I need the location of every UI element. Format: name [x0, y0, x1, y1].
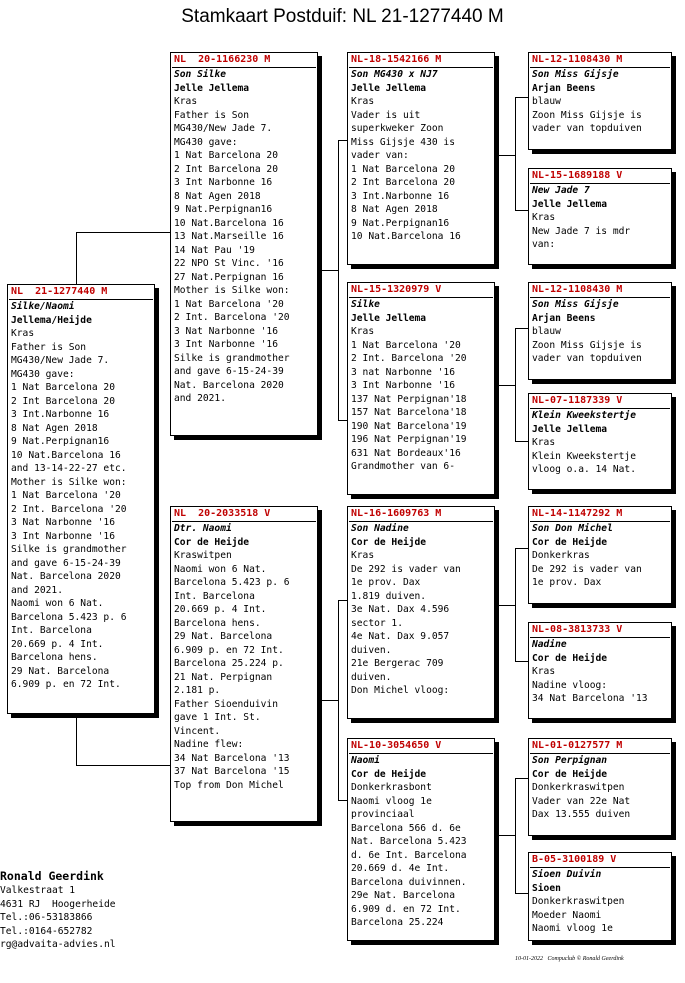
credit-text: Compuclub © Ronald Geerdink: [547, 956, 624, 962]
connector: [492, 385, 516, 386]
note-line: 34 Nat Barcelona '13: [532, 693, 648, 704]
note-line: 1 Nat Barcelona 20: [11, 382, 115, 393]
note-line: 29e Nat. Barcelona: [351, 890, 455, 901]
note-line: 10 Nat.Barcelona 16: [174, 217, 284, 229]
pigeon-name: Son MG430 x NJ7: [351, 69, 438, 80]
breeder-name: Sioen: [532, 882, 561, 894]
note-line: 3 Nat Narbonne '16: [174, 325, 278, 337]
connector: [76, 232, 77, 285]
note-line: 3 Int Narbonne '16: [174, 339, 278, 350]
connector: [76, 232, 171, 233]
note-line: Silke is grandmother: [11, 544, 127, 555]
breeder-name: Jelle Jellema: [532, 423, 608, 435]
note-line: Nadine flew:: [174, 739, 244, 750]
print-date: 10-01-2022: [515, 956, 543, 962]
breeder-name: Jelle Jellema: [174, 82, 250, 94]
breeder-name: Jelle Jellema: [532, 198, 608, 210]
note-line: Mother is Silke won:: [174, 285, 290, 296]
breeder-name: Arjan Beens: [532, 82, 596, 94]
ring-number: NL-12-1108430 M: [532, 284, 623, 295]
note-line: blauw: [532, 326, 561, 337]
note-line: Naomi vloog 1e: [351, 795, 432, 807]
note-line: 1 Nat Barcelona 20: [174, 150, 278, 161]
note-line: MG430/New Jade 7.: [11, 355, 110, 366]
note-line: Zoon Miss Gijsje is: [532, 339, 642, 351]
note-line: vader van:: [351, 150, 409, 161]
pigeon-name: Dtr. Naomi: [174, 523, 232, 534]
note-line: 37 Nat Barcelona '15: [174, 766, 290, 777]
note-line: d. 6e Int. Barcelona: [351, 849, 467, 861]
note-line: and gave 6-15-24-39: [11, 557, 121, 569]
ring-number: NL-14-1147292 M: [532, 508, 623, 519]
note-line: Miss Gijsje 430 is: [351, 136, 455, 148]
connector: [515, 893, 529, 894]
note-line: 21e Bergerac 709: [351, 658, 444, 669]
note-line: and 2021.: [174, 393, 226, 404]
note-line: 631 Nat Bordeaux'16: [351, 447, 461, 459]
note-line: 2 Int. Barcelona '20: [351, 353, 467, 364]
note-line: 2 Int. Barcelona '20: [174, 312, 290, 323]
note-line: Klein Kweekstertje: [532, 450, 636, 462]
pigeon-card-maternal-grandfather[interactable]: [347, 506, 495, 719]
note-line: 29 Nat. Barcelona: [11, 665, 110, 677]
pigeon-notes: [529, 211, 671, 252]
pigeon-card-mfm[interactable]: [528, 622, 672, 719]
breeder-name: Cor de Heijde: [532, 652, 608, 664]
note-line: 157 Nat Barcelona'18: [351, 407, 467, 418]
ring-number: NL-07-1187339 V: [532, 395, 623, 406]
connector: [492, 605, 516, 606]
pigeon-notes: [529, 549, 671, 590]
ring-number: NL-12-1108430 M: [532, 54, 623, 65]
note-line: Dax 13.555 duiven: [532, 809, 631, 820]
ring-number: NL-16-1609763 M: [351, 508, 442, 519]
pigeon-notes: [529, 436, 671, 477]
breeder-name: Cor de Heijde: [532, 768, 608, 780]
note-line: Vader van 22e Nat: [532, 795, 631, 807]
pigeon-card-fff[interactable]: [528, 52, 672, 150]
note-line: Top from Don Michel: [174, 779, 284, 791]
owner-name: Ronald Geerdink: [0, 869, 104, 883]
pigeon-notes: [529, 665, 671, 706]
note-line: Kras: [11, 328, 35, 339]
note-line: Mother is Silke won:: [11, 476, 127, 488]
owner-city: 4631 RJ Hoogerheide: [0, 898, 116, 910]
note-line: 3e Nat. Dax 4.596: [351, 604, 450, 615]
pigeon-notes: [529, 325, 671, 366]
note-line: Int. Barcelona: [174, 590, 255, 602]
pigeon-name: Silke/Naomi: [11, 301, 75, 312]
note-line: Barcelona 5.423 p. 6: [174, 577, 290, 588]
note-line: Father is Son: [11, 341, 87, 353]
note-line: Donkerkraswitpen: [532, 782, 625, 793]
owner-phone: Tel.:0164-652782: [0, 925, 93, 937]
pigeon-card-mff[interactable]: [528, 506, 672, 604]
note-line: 9 Nat.Perpignan16: [174, 204, 273, 215]
note-line: Donkerkrasbont: [351, 782, 432, 793]
pigeon-card-fmm[interactable]: [528, 393, 672, 490]
note-line: vloog o.a. 14 Nat.: [532, 464, 636, 475]
note-line: 4e Nat. Dax 9.057: [351, 631, 450, 642]
connector: [492, 155, 516, 156]
note-line: 34 Nat Barcelona '13: [174, 752, 290, 764]
pigeon-name: Son Nadine: [351, 523, 409, 534]
breeder-name: Cor de Heijde: [351, 768, 427, 780]
note-line: blauw: [532, 96, 561, 107]
note-line: MG430 gave:: [174, 136, 238, 148]
note-line: 9 Nat.Perpignan16: [11, 436, 110, 447]
note-line: 2 Int Barcelona 20: [351, 177, 455, 188]
pigeon-notes: [529, 781, 671, 822]
note-line: 2 Int Barcelona 20: [174, 163, 278, 175]
pigeon-notes: [348, 95, 494, 244]
pigeon-name: Silke: [351, 299, 380, 310]
note-line: Don Michel vloog:: [351, 685, 450, 696]
note-line: Kras: [351, 550, 375, 561]
note-line: 9 Nat.Perpignan16: [351, 217, 450, 229]
connector: [492, 835, 516, 836]
pigeon-notes: [171, 549, 317, 792]
ring-number: NL-01-0127577 M: [532, 740, 623, 751]
note-line: Kras: [174, 96, 198, 107]
connector: [515, 97, 516, 210]
ring-number: NL-15-1689188 V: [532, 170, 623, 181]
note-line: Kras: [532, 212, 556, 223]
note-line: 13 Nat.Marseille 16: [174, 231, 284, 242]
breeder-name: Cor de Heijde: [351, 536, 427, 548]
note-line: Moeder Naomi: [532, 909, 602, 921]
note-line: Donkerkraswitpen: [532, 896, 625, 907]
note-line: 3 Int Narbonne '16: [351, 380, 455, 391]
note-line: vader van topduiven: [532, 353, 642, 364]
breeder-name: Cor de Heijde: [532, 536, 608, 548]
pigeon-card-ffm[interactable]: [528, 168, 672, 265]
connector: [76, 765, 171, 766]
note-line: Kras: [532, 437, 556, 448]
pigeon-notes: [348, 549, 494, 698]
note-line: Barcelona 5.423 p. 6: [11, 611, 127, 623]
pigeon-name: New Jade 7: [532, 185, 590, 196]
note-line: Int. Barcelona: [11, 625, 92, 636]
note-line: superkweker Zoon: [351, 123, 444, 134]
note-line: Naomi won 6 Nat.: [174, 563, 267, 575]
pigeon-name: Son Miss Gijsje: [532, 69, 619, 80]
note-line: 3 nat Narbonne '16: [351, 366, 455, 378]
note-line: 2.181 p.: [174, 685, 221, 696]
note-line: 1e prov. Dax: [351, 577, 421, 588]
pigeon-name: Nadine: [532, 639, 567, 650]
note-line: Kras: [351, 96, 375, 107]
note-line: 6.909 p. en 72 Int.: [11, 679, 121, 690]
note-line: Barcelona 25.224 p.: [174, 658, 284, 669]
pigeon-notes: [348, 325, 494, 474]
note-line: 27 Nat.Perpignan 16: [174, 271, 284, 283]
connector: [515, 661, 529, 662]
note-line: 3 Int.Narbonne 16: [351, 190, 450, 202]
note-line: New Jade 7 is mdr: [532, 225, 631, 237]
note-line: Kraswitpen: [174, 550, 232, 561]
note-line: 196 Nat Perpignan'19: [351, 434, 467, 445]
note-line: 137 Nat Perpignan'18: [351, 393, 467, 405]
breeder-name: Arjan Beens: [532, 312, 596, 324]
note-line: Barcelona hens.: [174, 617, 261, 629]
note-line: vader van topduiven: [532, 123, 642, 134]
note-line: duiven.: [351, 671, 392, 683]
note-line: gave 1 Int. St.: [174, 712, 261, 723]
connector: [515, 97, 529, 98]
pigeon-name: Son Silke: [174, 69, 226, 80]
note-line: 1 Nat Barcelona '20: [11, 490, 121, 501]
pigeon-card-maternal-grandmother[interactable]: [347, 738, 495, 941]
note-line: 1 Nat Barcelona '20: [351, 339, 461, 351]
pigeon-card-mmf[interactable]: [528, 738, 672, 836]
owner-phone-mobile: Tel.:06-53183866: [0, 912, 93, 923]
connector: [515, 441, 529, 442]
note-line: 10 Nat.Barcelona 16: [11, 449, 121, 461]
connector: [515, 548, 529, 549]
pigeon-notes: [529, 95, 671, 136]
note-line: 20.669 p. 4 Int.: [174, 604, 267, 615]
note-line: 2 Int. Barcelona '20: [11, 503, 127, 515]
note-line: Vader is uit: [351, 109, 421, 121]
note-line: Barcelona hens.: [11, 652, 98, 663]
pigeon-name: Klein Kweekstertje: [532, 410, 636, 421]
connector: [76, 712, 77, 765]
breeder-name: Jelle Jellema: [351, 312, 427, 324]
note-line: Nadine vloog:: [532, 679, 608, 691]
pigeon-card-paternal-grandmother[interactable]: [347, 282, 495, 495]
connector: [316, 700, 339, 701]
ring-number: NL 21-1277440 M: [11, 286, 108, 297]
note-line: 8 Nat Agen 2018: [174, 190, 261, 202]
note-line: 3 Int.Narbonne 16: [11, 409, 110, 420]
note-line: MG430 gave:: [11, 368, 75, 380]
pigeon-name: Son Perpignan: [532, 755, 608, 766]
pigeon-name: Naomi: [351, 755, 380, 766]
note-line: 1e prov. Dax: [532, 577, 602, 588]
breeder-name: Jellema/Heijde: [11, 314, 92, 326]
pigeon-card-fmf[interactable]: [528, 282, 672, 380]
connector: [515, 778, 529, 779]
pigeon-notes: [171, 95, 317, 406]
pigeon-card-paternal-grandfather[interactable]: [347, 52, 495, 265]
note-line: 3 Int Narbonne 16: [174, 177, 273, 188]
note-line: 6.909 p. en 72 Int.: [174, 644, 284, 656]
note-line: van:: [532, 239, 556, 250]
note-line: Vincent.: [174, 725, 221, 737]
note-line: Father Sioenduivin: [174, 698, 278, 710]
footer: [515, 956, 624, 962]
note-line: 190 Nat Barcelona'19: [351, 420, 467, 432]
pigeon-card-mmm[interactable]: [528, 852, 672, 941]
note-line: 8 Nat Agen 2018: [351, 204, 438, 215]
note-line: and 13-14-22-27 etc.: [11, 463, 127, 474]
ring-number: NL-15-1320979 V: [351, 284, 442, 295]
note-line: and 2021.: [11, 584, 63, 596]
pigeon-card-mother[interactable]: [170, 506, 318, 822]
note-line: Kras: [532, 666, 556, 677]
pigeon-name: Son Don Michel: [532, 523, 613, 534]
ring-number: NL-08-3813733 V: [532, 624, 623, 635]
note-line: Silke is grandmother: [174, 352, 290, 364]
pigeon-notes: [348, 781, 494, 930]
owner-address: Valkestraat 1: [0, 885, 76, 896]
breeder-name: Jelle Jellema: [351, 82, 427, 94]
pigeon-card-father[interactable]: [170, 52, 318, 436]
note-line: 8 Nat Agen 2018: [11, 422, 98, 434]
note-line: 1 Nat Barcelona 20: [351, 163, 455, 175]
note-line: Zoon Miss Gijsje is: [532, 109, 642, 121]
note-line: provinciaal: [351, 809, 415, 820]
note-line: 21 Nat. Perpignan: [174, 671, 273, 683]
note-line: 2 Int Barcelona 20: [11, 395, 115, 407]
owner-email[interactable]: rg@advaita-advies.nl: [0, 939, 116, 950]
note-line: 1 Nat Barcelona '20: [174, 298, 284, 310]
note-line: 10 Nat.Barcelona 16: [351, 231, 461, 242]
connector: [338, 140, 339, 420]
note-line: 20.669 p. 4 Int.: [11, 638, 104, 650]
note-line: 14 Nat Pau '19: [174, 244, 255, 256]
breeder-name: Cor de Heijde: [174, 536, 250, 548]
note-line: 29 Nat. Barcelona: [174, 631, 273, 642]
note-line: Father is Son: [174, 109, 250, 121]
ring-number: NL-10-3054650 V: [351, 740, 442, 751]
owner-block: [0, 868, 116, 952]
connector: [515, 328, 529, 329]
note-line: Barcelona duivinnen.: [351, 876, 467, 888]
ring-number: NL 20-2033518 V: [174, 508, 271, 519]
note-line: Nat. Barcelona 5.423: [351, 836, 467, 847]
note-line: Donkerkras: [532, 550, 590, 561]
pigeon-name: Son Miss Gijsje: [532, 299, 619, 310]
ring-number: NL 20-1166230 M: [174, 54, 271, 65]
ring-number: B-05-3100189 V: [532, 854, 617, 865]
note-line: Kras: [351, 326, 375, 337]
ring-number: NL-18-1542166 M: [351, 54, 442, 65]
note-line: Nat. Barcelona 2020: [174, 379, 284, 391]
note-line: Nat. Barcelona 2020: [11, 571, 121, 582]
note-line: Naomi vloog 1e: [532, 923, 613, 934]
note-line: and gave 6-15-24-39: [174, 366, 284, 377]
note-line: MG430/New Jade 7.: [174, 123, 273, 134]
connector: [316, 270, 339, 271]
pigeon-name: Sioen Duivin: [532, 869, 602, 880]
note-line: Barcelona 566 d. 6e: [351, 822, 461, 834]
note-line: 3 Int Narbonne '16: [11, 530, 115, 542]
note-line: Grandmother van 6-: [351, 461, 455, 472]
note-line: 22 NPO St Vinc. '16: [174, 258, 284, 269]
note-line: De 292 is vader van: [532, 563, 642, 575]
note-line: 1.819 duiven.: [351, 590, 427, 602]
note-line: duiven.: [351, 644, 392, 656]
note-line: sector 1.: [351, 617, 403, 629]
note-line: 6.909 d. en 72 Int.: [351, 903, 461, 915]
connector: [515, 210, 529, 211]
note-line: 20.669 d. 4e Int.: [351, 863, 450, 874]
note-line: 3 Nat Narbonne '16: [11, 517, 115, 528]
pigeon-notes: [529, 895, 671, 936]
note-line: De 292 is vader van: [351, 563, 461, 575]
pigeon-card-main[interactable]: [7, 284, 155, 714]
pigeon-notes: [8, 327, 154, 692]
note-line: Naomi won 6 Nat.: [11, 598, 104, 609]
page-title: Stamkaart Postduif: NL 21-1277440 M: [181, 6, 504, 27]
note-line: Barcelona 25.224: [351, 917, 444, 928]
